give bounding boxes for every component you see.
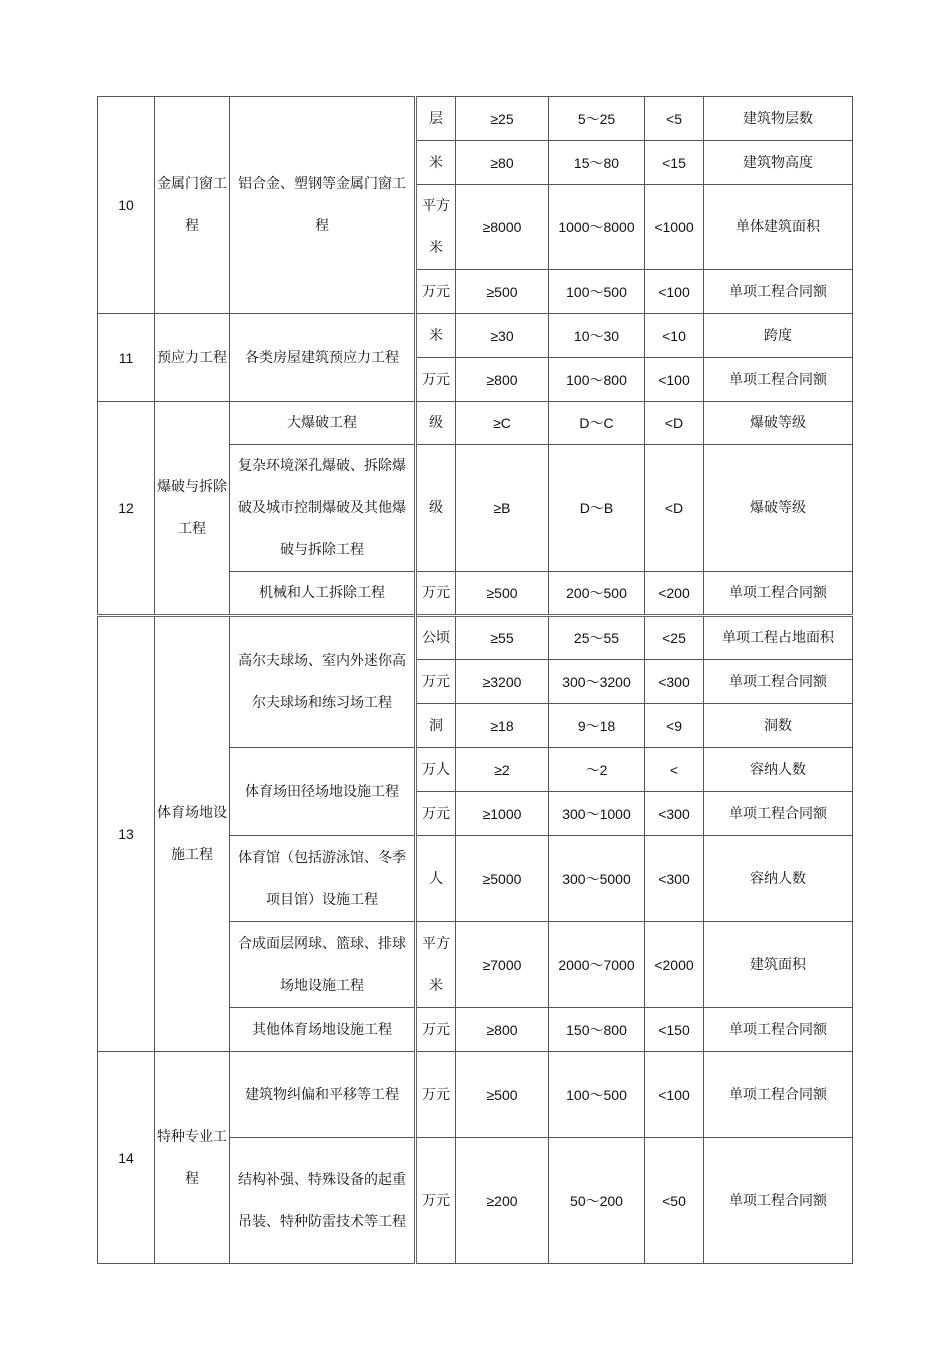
- category-cell: 体育场地设施工程: [155, 616, 230, 1052]
- subcategory-cell: 建筑物纠偏和平移等工程: [230, 1052, 416, 1138]
- medium-cell: 9～18: [549, 704, 645, 748]
- category-cell: 特种专业工程: [155, 1052, 230, 1264]
- large-cell: ≥8000: [456, 185, 549, 270]
- unit-cell: 万元: [416, 660, 456, 704]
- large-cell: ≥800: [456, 1008, 549, 1052]
- subcategory-cell: 各类房屋建筑预应力工程: [230, 314, 416, 402]
- small-cell: <D: [645, 445, 704, 572]
- unit-cell: 级: [416, 402, 456, 445]
- row-number: 11: [98, 314, 155, 402]
- small-cell: <1000: [645, 185, 704, 270]
- unit-cell: 万人: [416, 748, 456, 792]
- medium-cell: D～B: [549, 445, 645, 572]
- basis-cell: 单项工程合同额: [704, 1008, 853, 1052]
- medium-cell: D～C: [549, 402, 645, 445]
- medium-cell: 100～800: [549, 358, 645, 402]
- table-row: [98, 1052, 853, 1138]
- medium-cell: 100～500: [549, 1052, 645, 1138]
- medium-cell: 15～80: [549, 141, 645, 185]
- subcategory-cell: 复杂环境深孔爆破、拆除爆破及城市控制爆破及其他爆破与拆除工程: [230, 445, 416, 572]
- medium-cell: 5～25: [549, 97, 645, 141]
- unit-cell: 公顷: [416, 616, 456, 660]
- row-number: 10: [98, 97, 155, 314]
- small-cell: <300: [645, 836, 704, 922]
- category-cell: 预应力工程: [155, 314, 230, 402]
- engineering-scale-table: [97, 96, 853, 1264]
- subcategory-cell: 体育馆（包括游泳馆、冬季项目馆）设施工程: [230, 836, 416, 922]
- subcategory-cell: 机械和人工拆除工程: [230, 572, 416, 616]
- large-cell: ≥1000: [456, 792, 549, 836]
- small-cell: <150: [645, 1008, 704, 1052]
- medium-cell: 10～30: [549, 314, 645, 358]
- large-cell: ≥B: [456, 445, 549, 572]
- medium-cell: 1000～8000: [549, 185, 645, 270]
- medium-cell: 25～55: [549, 616, 645, 660]
- unit-cell: 平方米: [416, 922, 456, 1008]
- basis-cell: 单项工程合同额: [704, 358, 853, 402]
- medium-cell: 100～500: [549, 270, 645, 314]
- row-number: 13: [98, 616, 155, 1052]
- medium-cell: 200～500: [549, 572, 645, 616]
- basis-cell: 容纳人数: [704, 748, 853, 792]
- category-cell: 金属门窗工程: [155, 97, 230, 314]
- unit-cell: 层: [416, 97, 456, 141]
- basis-cell: 单项工程合同额: [704, 270, 853, 314]
- medium-cell: 300～5000: [549, 836, 645, 922]
- small-cell: <D: [645, 402, 704, 445]
- basis-cell: 爆破等级: [704, 445, 853, 572]
- unit-cell: 万元: [416, 1008, 456, 1052]
- basis-cell: 单项工程合同额: [704, 572, 853, 616]
- large-cell: ≥800: [456, 358, 549, 402]
- basis-cell: 单项工程合同额: [704, 1138, 853, 1264]
- subcategory-cell: 其他体育场地设施工程: [230, 1008, 416, 1052]
- large-cell: ≥500: [456, 1052, 549, 1138]
- row-number: 14: [98, 1052, 155, 1264]
- large-cell: ≥18: [456, 704, 549, 748]
- small-cell: <15: [645, 141, 704, 185]
- unit-cell: 万元: [416, 270, 456, 314]
- small-cell: <200: [645, 572, 704, 616]
- large-cell: ≥3200: [456, 660, 549, 704]
- unit-cell: 级: [416, 445, 456, 572]
- unit-cell: 平方米: [416, 185, 456, 270]
- large-cell: ≥55: [456, 616, 549, 660]
- basis-cell: 洞数: [704, 704, 853, 748]
- small-cell: <25: [645, 616, 704, 660]
- basis-cell: 建筑物高度: [704, 141, 853, 185]
- qualification-table-sheet: [97, 96, 853, 1264]
- large-cell: ≥200: [456, 1138, 549, 1264]
- medium-cell: 50～200: [549, 1138, 645, 1264]
- basis-cell: 单项工程合同额: [704, 792, 853, 836]
- category-cell: 爆破与拆除工程: [155, 402, 230, 616]
- unit-cell: 万元: [416, 1138, 456, 1264]
- basis-cell: 跨度: [704, 314, 853, 358]
- small-cell: <9: [645, 704, 704, 748]
- large-cell: ≥2: [456, 748, 549, 792]
- basis-cell: 建筑面积: [704, 922, 853, 1008]
- medium-cell: 150～800: [549, 1008, 645, 1052]
- subcategory-cell: 体育场田径场地设施工程: [230, 748, 416, 836]
- medium-cell: 300～1000: [549, 792, 645, 836]
- basis-cell: 爆破等级: [704, 402, 853, 445]
- large-cell: ≥7000: [456, 922, 549, 1008]
- subcategory-cell: 铝合金、塑钢等金属门窗工程: [230, 97, 416, 314]
- large-cell: ≥30: [456, 314, 549, 358]
- large-cell: ≥80: [456, 141, 549, 185]
- subcategory-cell: 大爆破工程: [230, 402, 416, 445]
- basis-cell: 容纳人数: [704, 836, 853, 922]
- table-row: [98, 616, 853, 660]
- medium-cell: 2000～7000: [549, 922, 645, 1008]
- unit-cell: 洞: [416, 704, 456, 748]
- unit-cell: 万元: [416, 792, 456, 836]
- medium-cell: ～2: [549, 748, 645, 792]
- unit-cell: 万元: [416, 358, 456, 402]
- small-cell: <300: [645, 792, 704, 836]
- small-cell: <5: [645, 97, 704, 141]
- small-cell: <2000: [645, 922, 704, 1008]
- subcategory-cell: 高尔夫球场、室内外迷你高尔夫球场和练习场工程: [230, 616, 416, 748]
- basis-cell: 单体建筑面积: [704, 185, 853, 270]
- basis-cell: 单项工程合同额: [704, 1052, 853, 1138]
- basis-cell: 单项工程占地面积: [704, 616, 853, 660]
- unit-cell: 万元: [416, 1052, 456, 1138]
- small-cell: <50: [645, 1138, 704, 1264]
- large-cell: ≥C: [456, 402, 549, 445]
- table-row: [98, 97, 853, 141]
- basis-cell: 单项工程合同额: [704, 660, 853, 704]
- small-cell: <300: [645, 660, 704, 704]
- large-cell: ≥500: [456, 572, 549, 616]
- row-number: 12: [98, 402, 155, 616]
- subcategory-cell: 结构补强、特殊设备的起重吊装、特种防雷技术等工程: [230, 1138, 416, 1264]
- basis-cell: 建筑物层数: [704, 97, 853, 141]
- medium-cell: 300～3200: [549, 660, 645, 704]
- subcategory-cell: 合成面层网球、篮球、排球场地设施工程: [230, 922, 416, 1008]
- small-cell: <100: [645, 358, 704, 402]
- small-cell: <100: [645, 1052, 704, 1138]
- table-row: [98, 402, 853, 445]
- table-row: [98, 314, 853, 358]
- small-cell: <10: [645, 314, 704, 358]
- large-cell: ≥500: [456, 270, 549, 314]
- unit-cell: 米: [416, 314, 456, 358]
- unit-cell: 人: [416, 836, 456, 922]
- unit-cell: 万元: [416, 572, 456, 616]
- large-cell: ≥25: [456, 97, 549, 141]
- large-cell: ≥5000: [456, 836, 549, 922]
- small-cell: <: [645, 748, 704, 792]
- unit-cell: 米: [416, 141, 456, 185]
- small-cell: <100: [645, 270, 704, 314]
